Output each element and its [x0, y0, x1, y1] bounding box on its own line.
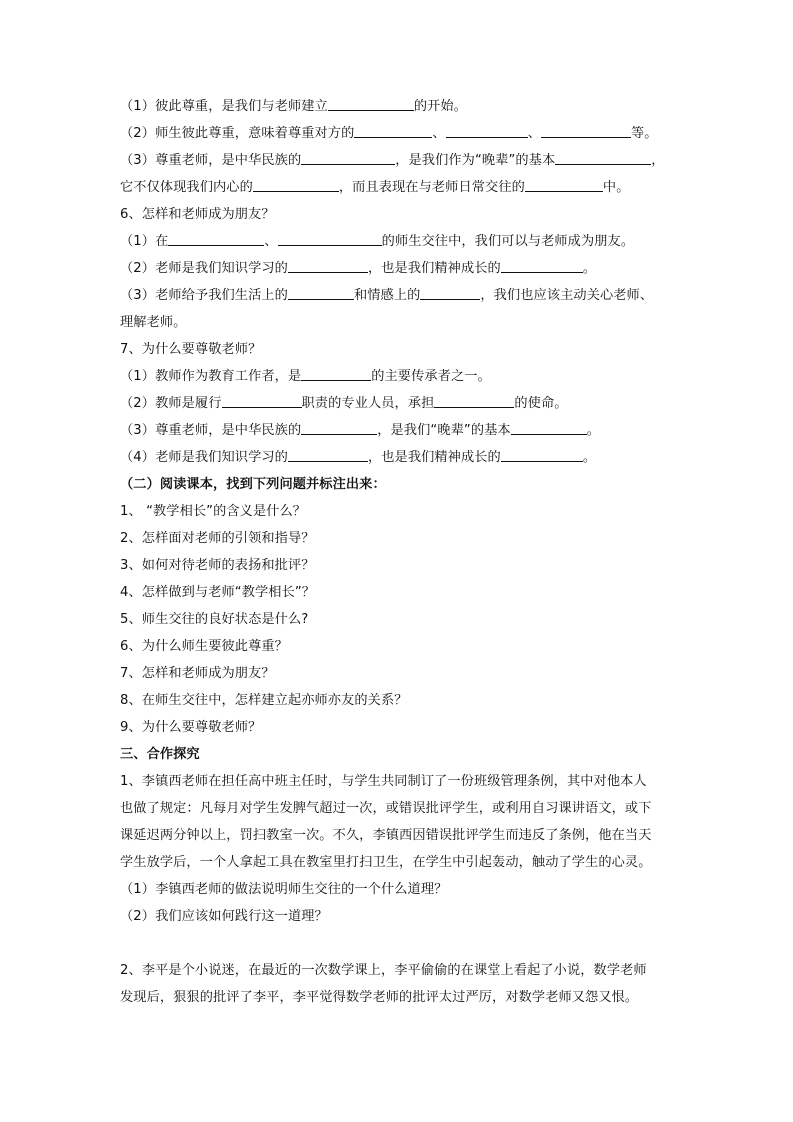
fill-in-blank[interactable] [354, 123, 432, 138]
text-segment: （1）教师作为教育工作者，是 [120, 369, 302, 384]
text-segment: 7、为什么要尊敬老师？ [120, 342, 262, 357]
section-heading [120, 471, 680, 498]
text-line [120, 282, 680, 309]
fill-in-blank[interactable] [301, 366, 371, 381]
fill-in-blank[interactable] [434, 393, 514, 408]
text-line [120, 687, 680, 714]
worksheet-body [120, 93, 680, 1011]
fill-in-blank[interactable] [278, 231, 382, 246]
text-segment: 1、 “教学相长”的含义是什么？ [120, 504, 307, 519]
text-segment: 。 [582, 261, 597, 276]
text-line [120, 498, 680, 525]
text-line [120, 849, 680, 876]
text-segment: 中。 [602, 180, 630, 195]
text-segment: 8、在师生交往中，怎样建立起亦师亦友的关系？ [120, 693, 408, 708]
fill-in-blank[interactable] [328, 96, 414, 111]
text-segment: ，是我们作为“晚辈”的基本 [395, 153, 556, 168]
blank-line [120, 930, 680, 957]
text-segment: 它不仅体现我们内心的 [120, 180, 253, 195]
section-heading [120, 741, 680, 768]
text-line [120, 579, 680, 606]
text-segment: ，也是我们精神成长的 [367, 261, 501, 276]
text-segment: （2）我们应该如何践行这一道理？ [120, 909, 328, 924]
text-line [120, 660, 680, 687]
text-segment: 学生放学后，一个人拿起工具在教室里打扫卫生，在学生中引起轰动，触动了学生的心灵。 [120, 855, 652, 870]
text-segment: （3）尊重老师，是中华民族的 [120, 153, 302, 168]
text-segment: 的开始。 [413, 99, 467, 114]
text-line [120, 633, 680, 660]
fill-in-blank[interactable] [222, 393, 302, 408]
fill-in-blank[interactable] [446, 123, 528, 138]
text-segment: 、 [432, 126, 446, 141]
text-segment: 7、怎样和老师成为朋友？ [120, 666, 275, 681]
text-segment: 6、为什么师生要彼此尊重？ [120, 639, 288, 654]
fill-in-blank[interactable] [501, 447, 583, 462]
text-segment: （1）彼此尊重，是我们与老师建立 [120, 99, 328, 114]
text-line [120, 957, 680, 984]
text-line [120, 255, 680, 282]
fill-in-blank[interactable] [511, 420, 587, 435]
text-line [120, 984, 680, 1011]
text-line [120, 201, 680, 228]
fill-in-blank[interactable] [541, 123, 631, 138]
text-segment: 的主要传承者之一。 [371, 369, 491, 384]
fill-in-blank[interactable] [288, 285, 354, 300]
text-segment: 。 [582, 450, 597, 465]
text-segment: 和情感上的 [353, 288, 421, 303]
text-line [120, 714, 680, 741]
text-segment: （2）老师是我们知识学习的 [120, 261, 288, 276]
text-line [120, 606, 680, 633]
text-line [120, 903, 680, 930]
text-segment: （3）尊重老师，是中华民族的 [120, 423, 302, 438]
text-line [120, 228, 680, 255]
fill-in-blank[interactable] [253, 177, 339, 192]
fill-in-blank[interactable] [288, 258, 368, 273]
text-line [120, 363, 680, 390]
text-segment: 课延迟两分钟以上，罚扫教室一次。不久，李镇西因错误批评学生而违反了条例，他在当天 [120, 828, 652, 843]
text-segment: 的使命。 [514, 396, 568, 411]
text-line [120, 795, 680, 822]
fill-in-blank[interactable] [501, 258, 583, 273]
text-segment: （3）老师给予我们生活上的 [120, 288, 288, 303]
text-segment: （2）师生彼此尊重，意味着尊重对方的 [120, 126, 355, 141]
text-segment: 4、怎样做到与老师“教学相长”？ [120, 585, 316, 600]
text-line [120, 390, 680, 417]
text-line [120, 93, 680, 120]
text-segment: 职责的专业人员，承担 [301, 396, 435, 411]
text-segment: 1、李镇西老师在担任高中班主任时，与学生共同制订了一份班级管理条例，其中对他本人 [120, 774, 647, 789]
text-line [120, 552, 680, 579]
text-line [120, 822, 680, 849]
text-line [120, 876, 680, 903]
text-line [120, 120, 680, 147]
text-segment: 2、李平是个小说迷，在最近的一次数学课上，李平偷偷的在课堂上看起了小说，数学老师 [120, 963, 647, 978]
text-segment: 、 [527, 126, 541, 141]
text-segment: ， [651, 153, 665, 168]
text-line [120, 336, 680, 363]
text-segment: ，而且表现在与老师日常交往的 [338, 180, 525, 195]
text-line [120, 417, 680, 444]
text-segment: 6、怎样和老师成为朋友？ [120, 207, 275, 222]
text-segment: ，是我们“晚辈”的基本 [377, 423, 511, 438]
text-line [120, 768, 680, 795]
text-segment: （1）李镇西老师的做法说明师生交往的一个什么道理？ [120, 882, 448, 897]
fill-in-blank[interactable] [288, 447, 368, 462]
text-segment: 等。 [630, 126, 658, 141]
text-segment: 三、合作探究 [120, 747, 200, 762]
text-segment: （1）在 [120, 234, 169, 249]
text-line [120, 309, 680, 336]
text-line [120, 174, 680, 201]
fill-in-blank[interactable] [168, 231, 264, 246]
text-segment: 也做了规定：凡每月对学生发脾气超过一次，或错误批评学生，或利用自习课讲语文，或下 [120, 801, 652, 816]
text-segment: 发现后，狠狠的批评了李平，李平觉得数学老师的批评太过严厉，对数学老师又怨又恨。 [120, 990, 639, 1005]
text-segment: ，我们也应该主动关心老师、 [480, 288, 654, 303]
fill-in-blank[interactable] [525, 177, 603, 192]
fill-in-blank[interactable] [301, 150, 395, 165]
text-segment: 2、怎样面对老师的引领和指导？ [120, 531, 315, 546]
text-segment: （二）阅读课本，找到下列问题并标注出来： [120, 477, 386, 492]
text-line [120, 444, 680, 471]
text-segment: 、 [264, 234, 278, 249]
text-line [120, 147, 680, 174]
fill-in-blank[interactable] [420, 285, 480, 300]
text-segment: （2）教师是履行 [120, 396, 222, 411]
text-line [120, 525, 680, 552]
text-segment: ，也是我们精神成长的 [367, 450, 501, 465]
text-segment: 3、如何对待老师的表扬和批评？ [120, 558, 315, 573]
text-segment: 5、师生交往的良好状态是什么? [120, 612, 309, 627]
text-segment: （4）老师是我们知识学习的 [120, 450, 288, 465]
text-segment: 理解老师。 [120, 315, 187, 330]
text-segment: 的师生交往中，我们可以与老师成为朋友。 [381, 234, 635, 249]
fill-in-blank[interactable] [301, 420, 377, 435]
text-segment: 9、为什么要尊敬老师？ [120, 720, 262, 735]
text-segment: 。 [586, 423, 600, 438]
fill-in-blank[interactable] [555, 150, 651, 165]
